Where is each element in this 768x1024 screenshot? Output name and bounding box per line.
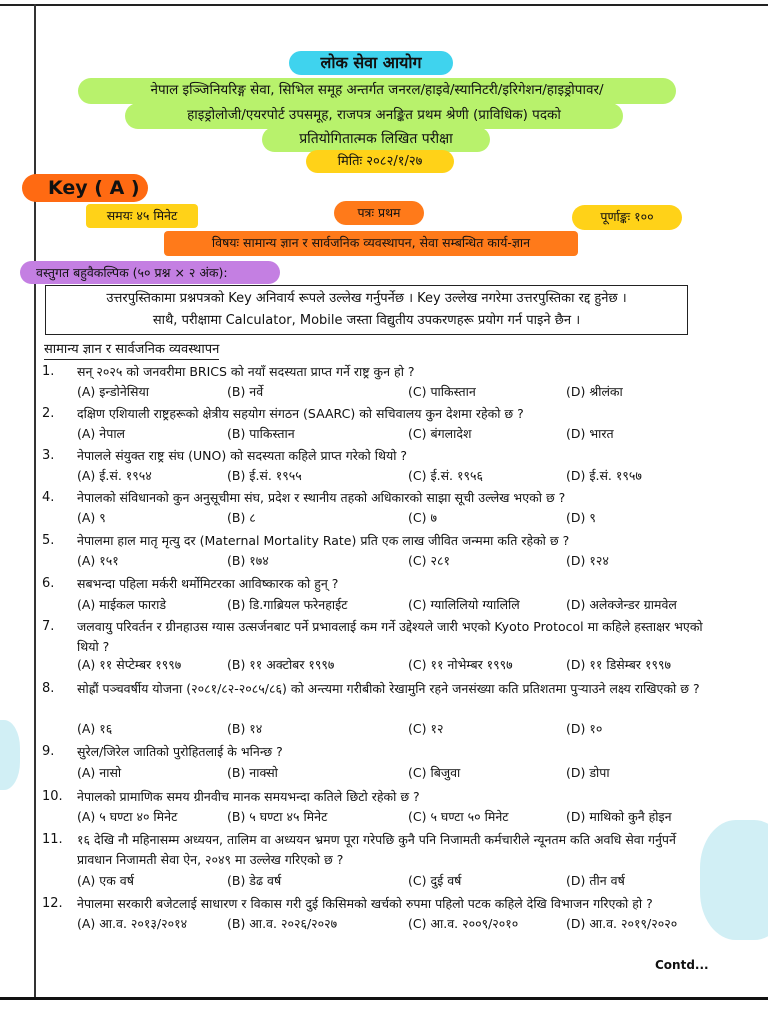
- option-c: (C) २८१: [408, 553, 450, 568]
- option-a: (A) १६: [77, 721, 113, 736]
- instructions-box: [45, 285, 688, 335]
- option-a: (A) माईकल फाराडे: [77, 597, 167, 612]
- exam-subject: विषयः सामान्य ज्ञान र सार्वजनिक व्यवस्थापन, सेवा सम्बन्धित कार्य-ज्ञान: [164, 231, 578, 256]
- exam-paper: पत्रः प्रथम: [334, 201, 424, 225]
- option-d: (D) माथिको कुनै होइन: [566, 809, 672, 824]
- option-b: (B) १४: [227, 721, 263, 736]
- option-a: (A) ई.सं. १९५४: [77, 468, 152, 483]
- question-text: सोह्रौं पञ्चवर्षीय योजना (२०८१/८२-२०८५/८६) को अन्त्यमा गरीबीको रेखामुनि रहने जनसंख्या कति प्रतिशतमा पुऱ्याउने लक्ष्य राखिएको छ ?: [77, 681, 700, 696]
- question-text: सुरेल/जिरेल जातिको पुरोहितलाई के भनिन्छ ?: [77, 744, 283, 759]
- option-d: (D) १२४: [566, 553, 609, 568]
- question-text: दक्षिण एशियाली राष्ट्रहरूको क्षेत्रीय सहयोग संगठन (SAARC) को सचिवालय कुन देशमा रहेको छ ?: [77, 406, 524, 421]
- question-text: नेपालको संविधानको कुन अनुसूचीमा संघ, प्रदेश र स्थानीय तहको अधिकारको साझा सूची उल्लेख भएको छ ?: [77, 490, 566, 505]
- question-number: 8.: [42, 681, 55, 696]
- option-c: (C) १२: [408, 721, 444, 736]
- option-a: (A) नासो: [77, 765, 122, 780]
- option-c: (C) ई.सं. १९५६: [408, 468, 483, 483]
- question-text: नेपालमा हाल मातृ मृत्यु दर (Maternal Mortality Rate) प्रति एक लाख जीवित जन्ममा कति रहेको छ ?: [77, 533, 570, 548]
- question-number: 9.: [42, 744, 55, 759]
- option-a: (A) ९: [77, 510, 106, 525]
- instruction-line-1: उत्तरपुस्तिकामा प्रश्नपत्रको Key अनिवार्य रूपले उल्लेख गर्नुपर्नेछ । Key उल्लेख नगरेमा उत्तरपुस्तिका रद्द हुनेछ ।: [106, 291, 627, 306]
- option-a: (A) ११ सेप्टेम्बर १९९७: [77, 657, 182, 672]
- option-c: (C) ५ घण्टा ५० मिनेट: [408, 809, 509, 824]
- exam-line-2: हाइड्रोलोजी/एयरपोर्ट उपसमूह, राजपत्र अनङ्कित प्रथम श्रेणी (प्राविधिक) पदको: [125, 103, 623, 129]
- question-number: 12.: [42, 896, 63, 911]
- option-d: (D) १०: [566, 721, 603, 736]
- option-c: (C) पाकिस्तान: [408, 384, 476, 399]
- continued-note: Contd...: [655, 958, 709, 972]
- page-left-border: [34, 4, 36, 998]
- option-c: (C) ७: [408, 510, 437, 525]
- option-b: (B) डि.गाब्रियल फरेनहाईट: [227, 597, 348, 612]
- page-bottom-border: [0, 997, 768, 1000]
- option-a: (A) ५ घण्टा ४० मिनेट: [77, 809, 178, 824]
- option-d: (D) आ.व. २०१९/२०२०: [566, 916, 678, 931]
- option-b: (B) ई.सं. १९५५: [227, 468, 302, 483]
- question-text: नेपालको प्रामाणिक समय ग्रीनवीच मानक समयभन्दा कतिले छिटो रहेको छ ?: [77, 789, 420, 804]
- option-d: (D) तीन वर्ष: [566, 873, 625, 888]
- question-number: 7.: [42, 619, 55, 634]
- question-number: 4.: [42, 490, 55, 505]
- section-title: सामान्य ज्ञान र सार्वजनिक व्यवस्थापन: [44, 341, 219, 360]
- question-number: 3.: [42, 448, 55, 463]
- option-b: (B) १७४: [227, 553, 269, 568]
- question-number: 5.: [42, 533, 55, 548]
- option-a: (A) नेपाल: [77, 426, 126, 441]
- option-d: (D) ११ डिसेम्बर १९९७: [566, 657, 671, 672]
- scan-tint: [0, 720, 20, 790]
- option-d: (D) ९: [566, 510, 596, 525]
- org-title: लोक सेवा आयोग: [289, 51, 453, 75]
- option-a: (A) एक वर्ष: [77, 873, 134, 888]
- exam-time: समयः ४५ मिनेट: [86, 204, 198, 228]
- option-d: (D) श्रीलंका: [566, 384, 623, 399]
- option-a: (A) १५१: [77, 553, 119, 568]
- option-b: (B) ११ अक्टोबर १९९७: [227, 657, 335, 672]
- page-top-border: [0, 4, 768, 6]
- option-d: (D) भारत: [566, 426, 614, 441]
- question-number: 10.: [42, 789, 63, 804]
- question-text: जलवायु परिवर्तन र ग्रीनहाउस ग्यास उत्सर्जनबाट पर्ने प्रभावलाई कम गर्ने उद्देश्यले जारी भएको Kyoto Protocol मा कहिले हस्ताक्षर भएको थियो ?: [77, 619, 703, 654]
- option-a: (A) इन्डोनेसिया: [77, 384, 149, 399]
- option-c: (C) आ.व. २००९/२०१०: [408, 916, 519, 931]
- exam-date: मितिः २०८२/१/२७: [306, 150, 454, 173]
- option-b: (B) नाक्सो: [227, 765, 278, 780]
- question-text: नेपालले संयुक्त राष्ट्र संघ (UNO) को सदस्यता कहिले प्राप्त गरेको थियो ?: [77, 448, 408, 463]
- option-b: (B) ८: [227, 510, 256, 525]
- option-b: (B) ५ घण्टा ४५ मिनेट: [227, 809, 328, 824]
- option-c: (C) बंगलादेश: [408, 426, 472, 441]
- exam-line-3: प्रतियोगितात्मक लिखित परीक्षा: [262, 127, 490, 152]
- option-b: (B) नर्वे: [227, 384, 264, 399]
- option-c: (C) ११ नोभेम्बर १९९७: [408, 657, 513, 672]
- option-d: (D) डोपा: [566, 765, 610, 780]
- question-number: 11.: [42, 832, 63, 847]
- question-number: 2.: [42, 406, 55, 421]
- question-number: 6.: [42, 576, 55, 591]
- full-marks: पूर्णाङ्कः १००: [572, 205, 682, 230]
- option-c: (C) बिजुवा: [408, 765, 461, 780]
- question-number: 1.: [42, 364, 55, 379]
- instruction-line-2: साथै, परीक्षामा Calculator, Mobile जस्ता विद्युतीय उपकरणहरू प्रयोग गर्न पाइने छैन ।: [152, 313, 581, 328]
- section-type: वस्तुगत बहुवैकल्पिक (५० प्रश्न × २ अंक):: [20, 261, 280, 284]
- option-b: (B) डेढ वर्ष: [227, 873, 282, 888]
- question-text: १६ देखि नौ महिनासम्म अध्ययन, तालिम वा अध्ययन भ्रमण पूरा गरेपछि कुनै पनि निजामती कर्मचारीले न्यूनतम कति अवधि सेवा गर्नुपर्ने प्रावधान निजामती सेवा ऐन, २०४९ मा उल्लेख गरिएको छ ?: [77, 832, 676, 867]
- option-a: (A) आ.व. २०१३/२०१४: [77, 916, 188, 931]
- option-c: (C) ग्यालिलियो ग्यालिलि: [408, 597, 520, 612]
- question-text: सन् २०२५ को जनवरीमा BRICS को नयाँ सदस्यता प्राप्त गर्ने राष्ट्र कुन हो ?: [77, 364, 415, 379]
- option-b: (B) पाकिस्तान: [227, 426, 295, 441]
- answer-key-badge: Key ( A ): [22, 174, 148, 202]
- exam-line-1: नेपाल इञ्जिनियरिङ्ग सेवा, सिभिल समूह अन्तर्गत जनरल/हाइवे/स्यानिटरी/इरिगेशन/हाइड्रोपावर/: [78, 78, 676, 104]
- option-d: (D) ई.सं. १९५७: [566, 468, 642, 483]
- option-b: (B) आ.व. २०२६/२०२७: [227, 916, 338, 931]
- question-text: नेपालमा सरकारी बजेटलाई साधारण र विकास गरी दुई किसिमको खर्चको रुपमा पहिलो पटक कहिले देखि विभाजन गरिएको हो ?: [77, 896, 653, 911]
- option-c: (C) दुई वर्ष: [408, 873, 462, 888]
- question-text: सबभन्दा पहिला मर्करी थर्मोमिटरका आविष्कारक को हुन् ?: [77, 576, 339, 591]
- option-d: (D) अलेक्जेन्डर ग्रामवेल: [566, 597, 677, 612]
